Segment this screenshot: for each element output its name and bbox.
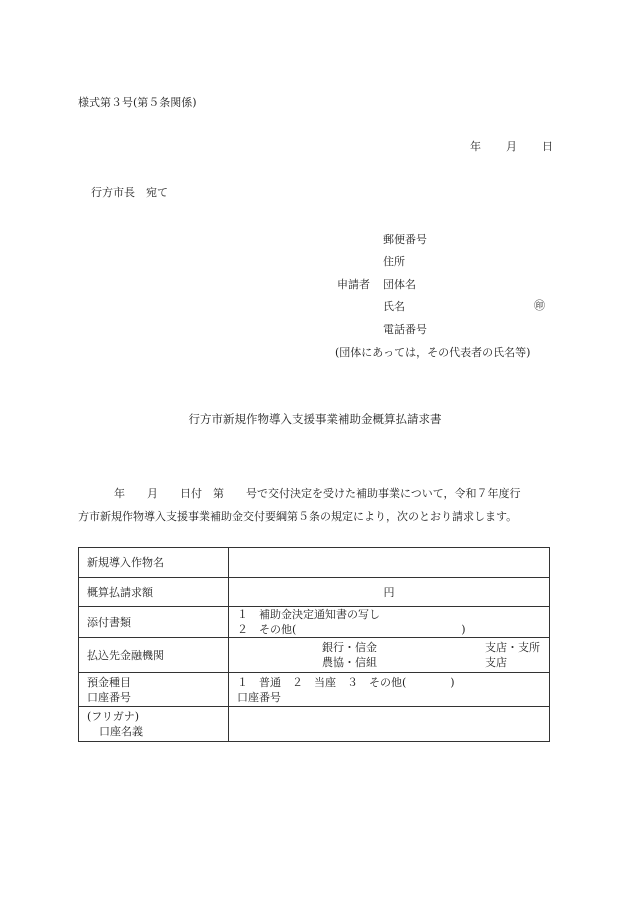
body-line-2: 方市新規作物導入支援事業補助金交付要綱第５条の規定により，次のとおり請求します。 bbox=[78, 510, 518, 523]
attachment-item-1: １ 補助金決定通知書の写し bbox=[237, 608, 380, 621]
bank-label: 払込先金融機関 bbox=[79, 638, 229, 673]
seal-mark: ㊞ bbox=[534, 299, 545, 312]
branch-type-1: 支店・支所 bbox=[485, 641, 540, 654]
deposit-account-field[interactable] bbox=[229, 673, 550, 707]
deposit-type-label: 預金種目 bbox=[87, 675, 131, 689]
applicant-organization: 団体名 bbox=[383, 278, 416, 291]
bank-type-1: 銀行・信金 bbox=[322, 641, 377, 654]
table-row bbox=[79, 607, 550, 638]
table-row bbox=[79, 707, 550, 742]
amount-label: 概算払請求額 bbox=[79, 578, 229, 607]
account-number-field: 口座番号 bbox=[237, 690, 281, 704]
branch-type-2: 支店 bbox=[485, 656, 507, 669]
attachments-label: 添付書類 bbox=[79, 607, 229, 638]
table-row bbox=[79, 673, 550, 707]
applicant-name: 氏名 bbox=[383, 300, 405, 313]
furigana-label: (フリガナ) bbox=[87, 710, 140, 723]
applicant-label: 申請者 bbox=[337, 278, 370, 291]
attachments-field[interactable] bbox=[229, 607, 550, 638]
table-row bbox=[79, 578, 550, 607]
applicant-postal-code: 郵便番号 bbox=[383, 233, 427, 246]
applicant-note: (団体にあっては，その代表者の氏名等) bbox=[335, 346, 531, 359]
date-year: 年 bbox=[470, 140, 481, 153]
account-holder-label bbox=[79, 707, 229, 742]
body-text bbox=[78, 482, 548, 528]
attachment-item-2: ２ その他( ) bbox=[237, 623, 466, 636]
account-holder-field[interactable] bbox=[229, 707, 550, 742]
addressee: 行方市長 宛て bbox=[91, 186, 168, 199]
deposit-options: １ 普通 ２ 当座 ３ その他( ) bbox=[237, 675, 455, 689]
date-day: 日 bbox=[542, 140, 553, 153]
deposit-account-label bbox=[79, 673, 229, 707]
applicant-phone: 電話番号 bbox=[383, 323, 427, 336]
table-row bbox=[79, 548, 550, 578]
table-row bbox=[79, 638, 550, 673]
account-number-label: 口座番号 bbox=[87, 690, 131, 704]
amount-field[interactable] bbox=[229, 578, 550, 607]
date-line bbox=[470, 141, 553, 152]
new-crop-label: 新規導入作物名 bbox=[79, 548, 229, 578]
body-line-1: 年 月 日付 第 号で交付決定を受けた補助事業について，令和７年度行 bbox=[114, 487, 521, 500]
document-title: 行方市新規作物導入支援事業補助金概算払請求書 bbox=[188, 412, 442, 426]
holder-label: 口座名義 bbox=[99, 725, 143, 738]
bank-type-2: 農協・信組 bbox=[322, 656, 377, 669]
new-crop-field[interactable] bbox=[229, 548, 550, 578]
date-month: 月 bbox=[506, 140, 517, 153]
applicant-address: 住所 bbox=[383, 255, 405, 268]
form-number: 様式第３号(第５条関係) bbox=[78, 96, 197, 109]
bank-field[interactable] bbox=[229, 638, 550, 673]
request-form-table bbox=[78, 547, 550, 742]
amount-unit: 円 bbox=[383, 585, 395, 599]
